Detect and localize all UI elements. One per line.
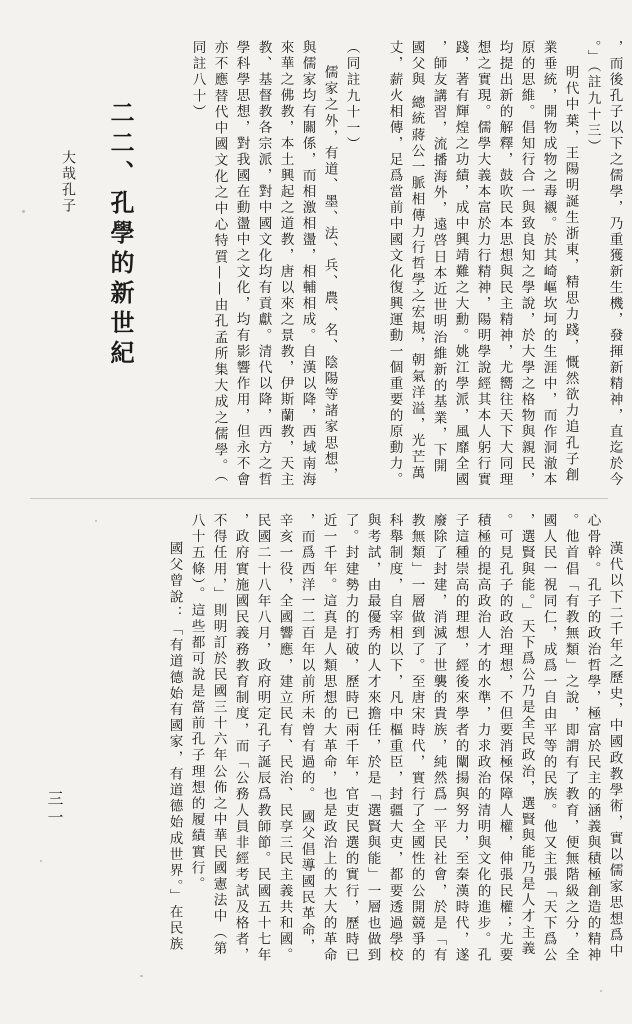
text-column: 科舉制度，自宰相以下，凡中樞重臣，封疆大吏，都要透過學校 — [386, 513, 403, 964]
text-column: 同註八十） — [189, 40, 206, 121]
text-column: 學科學思想，對我國在動盪中之文化，均有影響作用，但永不會 — [233, 40, 250, 488]
text-column: 來華之佛教，本土興起之道教，唐以來之景教，伊斯蘭教，天主 — [277, 40, 294, 488]
text-column: ，選賢與能。」天下爲公乃是全民政治，選賢與能乃是人才主義 — [518, 513, 535, 957]
text-column: 想之實現。儒學大義本富於力行精神，陽明學說經其本人躬行實 — [474, 40, 491, 488]
text-column: 與儒家均有關係，而相激相盪，相輔相成。自漢以降，西域南海 — [299, 40, 316, 488]
text-column: 業垂統，開物成物之毒襯。於其崎嶇坎坷的生涯中，而作洞澈本 — [540, 40, 557, 488]
text-column: 。他首倡「有教無類」之說，即謂有了教育，便無階級之分，全 — [562, 513, 579, 964]
text-column: ，而爲西洋一二百年以前所未曾有過的。 國父倡導國民革命， — [298, 513, 315, 955]
text-column: 辛亥一役，全國響應，建立民有、民治、民享三民主義共和國。 — [276, 513, 293, 964]
text-column: ，政府實施國民義務教育制度，而「公務人員非經考試及格者， — [232, 513, 249, 964]
text-column: 民國二十八年八月，政府明定孔子誕辰爲教師節。民國五十七年 — [254, 513, 271, 964]
text-column: 丈，薪火相傳，足爲當前中國文化復興運動一個重要的原動力。 — [386, 40, 403, 488]
text-column: ，師友講習，流播海外，遠啓日本近世明治維新的基業，下開 — [430, 40, 447, 475]
text-column: （同註九十一） — [343, 40, 360, 153]
scan-speck — [95, 520, 97, 522]
scan-speck — [140, 975, 143, 977]
text-column: 教、基督教各宗派，對中國文化均有貢獻。清代以降，西方之哲 — [255, 40, 272, 488]
page-number: 三一 — [45, 790, 64, 828]
scan-speck — [600, 990, 602, 992]
text-column: 了。封建勢力的打破，歷時已兩千年，官吏民選的實行，歷時已 — [342, 513, 359, 964]
text-column: 。可見孔子的政治理想，不但要消極保障人權，伸張民權；尤要 — [496, 513, 513, 964]
text-column: 積極的提高政治人才的水準，力求政治的清明與文化的進步。孔 — [474, 513, 491, 964]
text-column: 心骨幹。孔子的政治哲學，極富於民主的涵義與積極創造的精神 — [584, 513, 601, 964]
text-column: 不得任用，」則明訂於民國三十六年公佈之中華民國憲法中（第 — [210, 513, 227, 957]
running-title: 大哉孔子 — [60, 150, 76, 214]
section-divider — [30, 498, 608, 499]
text-column: 明代中葉，王陽明誕生浙東，精思力踐，慨然欲力追孔子創 — [562, 65, 579, 484]
text-column: 儒家之外，有道、墨、法、兵、農、名、陰陽等諸家思想， — [321, 65, 338, 484]
text-column: 廢除了封建，消滅了世襲的貴族，純然爲一平民社會，於是「有 — [430, 513, 447, 964]
text-column: 亦不應替代中國文化之中心特質——由孔孟所集大成之儒學。（ — [211, 40, 228, 484]
text-column: 。」（註九十三） — [584, 40, 601, 156]
text-column: 與考試，由最優秀的人才來擔任，於是「選賢與能」一層也做到 — [364, 513, 381, 964]
text-column: 漢代以下二千年之歷史，中國政教學術，實以儒家思想爲中 — [606, 541, 623, 960]
text-column: 八十五條）。這些都可說是當前孔子理想的履績實行。 — [188, 513, 205, 893]
section-heading: 二二、孔學的新世紀 — [106, 100, 135, 370]
text-column: 國人民一視同仁，成爲一自由平等的民族。他又主張「天下爲公 — [540, 513, 557, 964]
text-column: ，而後孔子以下之儒學，乃重獲新生機，發揮新精神，直迄於今 — [606, 40, 623, 488]
text-column: 踐，著有輝煌之功績，成中興靖難之大勳。姚江學派，風靡全國 — [452, 40, 469, 488]
scan-speck — [22, 210, 25, 213]
text-column: 國父曾說：「有道德始有國家，有道德始成世界。」在民族 — [166, 541, 183, 953]
text-column: 子這種崇高的理想，經後來學者的闡揚與努力，至秦漢時代，遂 — [452, 513, 469, 964]
text-column: 原的思維。倡知行合一與致良知之學說，於大學之格物與親民， — [518, 40, 535, 488]
text-column: 均提出新的解釋，鼓吹民本思想與民主精神，尤嚮往天下大同理 — [496, 40, 513, 488]
text-column: 教無類」一層做到了。至唐宋時代，實行了全國性的公開競爭的 — [408, 513, 425, 964]
text-column: 近一千年。這真是人類思想的大革命，也是政治上的大大的革命 — [320, 513, 337, 964]
text-column: 國父與 總統蔣公一脈相傳力行哲學之宏規，朝氣洋溢，光芒萬 — [408, 40, 425, 482]
scan-speck — [40, 860, 42, 862]
